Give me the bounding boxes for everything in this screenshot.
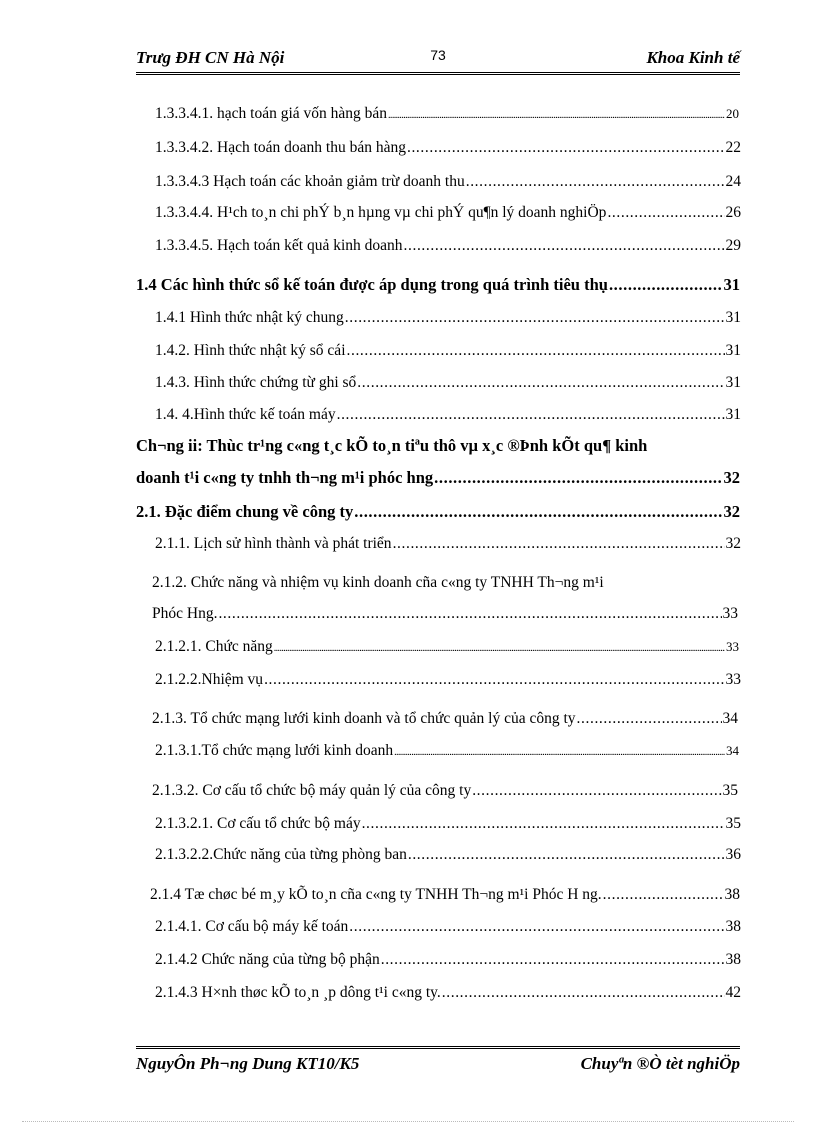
toc-entry: 2.1.3.2.1. Cơ cấu tổ chức bộ máy ..... 35 <box>155 815 741 833</box>
toc-entry: 2.1.4.2 Chức năng của từng bộ phận ..... 38 <box>155 951 741 969</box>
toc-entry: 1.4.3. Hình thức chứng từ ghi sổ ..... 31 <box>155 374 741 392</box>
toc-entry: 1.4.2. Hình thức nhật ký sổ cái ..... 31 <box>155 342 741 360</box>
page-footer <box>136 1054 740 1078</box>
toc-entry: 1.3.3.4.5. Hạch toán kết quả kinh doanh ..... 29 <box>155 237 741 255</box>
header-school: Trưg ĐH CN Hà Nội <box>136 48 285 67</box>
page-edge <box>22 1121 794 1122</box>
header-faculty: Khoa Kinh tế <box>646 48 740 67</box>
toc-entry: doanh t¹i c«ng ty tnhh th¬ng m¹i phóc hng ..... 32 <box>136 468 740 488</box>
footer-document-type: Chuyªn ®Ò tèt nghiÖp <box>580 1054 740 1073</box>
toc-entry: 2.1.4.3 H×nh thøc kÕ to¸n ¸p dông t¹i c«ng ty. ..... 42 <box>155 984 741 1002</box>
toc-entry: 2.1.2.1. Chức năng ..... 33 <box>155 638 739 656</box>
toc-heading-line: 2.1.2. Chức năng và nhiệm vụ kinh doanh cña c«ng ty TNHH Th¬ng m¹i <box>152 574 604 591</box>
toc-entry: 1.4. 4.Hình thức kế toán máy ..... 31 <box>155 406 741 424</box>
page-number: 73 <box>430 47 446 63</box>
toc-chapter-line: Ch¬ng ii: Thùc tr¹ng c«ng t¸c kÕ to¸n tiªu thô vµ x¸c ®Þnh kÕt qu¶ kinh <box>136 436 648 455</box>
toc-entry: 2.1. Đặc điểm chung về công ty ..... 32 <box>136 502 740 522</box>
toc-entry: 1.3.3.4.4. H¹ch to¸n chi phÝ b¸n hµng vµ chi phÝ qu¶n lý doanh nghiÖp ..... 26 <box>155 204 741 222</box>
toc-entry: 2.1.1. Lịch sử hình thành và phát triển ..... 32 <box>155 535 741 553</box>
toc-entry: 2.1.4.1. Cơ cấu bộ máy kế toán ..... 38 <box>155 918 741 936</box>
toc-entry: 1.4 Các hình thức sổ kế toán được áp dụng trong quá trình tiêu thụ ..... 31 <box>136 275 740 295</box>
toc-entry: 2.1.3. Tổ chức mạng lưới kinh doanh và tổ chức quản lý của công ty ..... 34 <box>152 710 738 728</box>
toc-entry: 2.1.2.2.Nhiệm vụ ..... 33 <box>155 671 741 689</box>
toc-entry: 1.3.3.4.2. Hạch toán doanh thu bán hàng ..... 22 <box>155 139 741 157</box>
toc-entry: 1.3.3.4.1. hạch toán giá vốn hàng bán ..... 20 <box>155 105 739 123</box>
toc-entry: Phóc Hng. ..... 33 <box>152 605 738 623</box>
toc-entry: 2.1.3.1.Tổ chức mạng lưới kinh doanh ..... 34 <box>155 742 739 760</box>
toc-entry: 1.4.1 Hình thức nhật ký chung ..... 31 <box>155 309 741 327</box>
toc-entry: 2.1.3.2.2.Chức năng của từng phòng ban ..... 36 <box>155 846 741 864</box>
footer-author: NguyÔn Ph¬ng Dung KT10/K5 <box>136 1054 360 1073</box>
footer-rule <box>136 1046 740 1049</box>
toc-entry: 1.3.3.4.3 Hạch toán các khoản giảm trừ doanh thu ..... 24 <box>155 173 741 191</box>
toc-entry: 2.1.4 Tæ chøc bé m¸y kÕ to¸n cña c«ng ty TNHH Th¬ng m¹i Phóc H ng. ..... 38 <box>150 886 740 904</box>
toc-entry: 2.1.3.2. Cơ cấu tổ chức bộ máy quản lý của công ty ..... 35 <box>152 782 738 800</box>
